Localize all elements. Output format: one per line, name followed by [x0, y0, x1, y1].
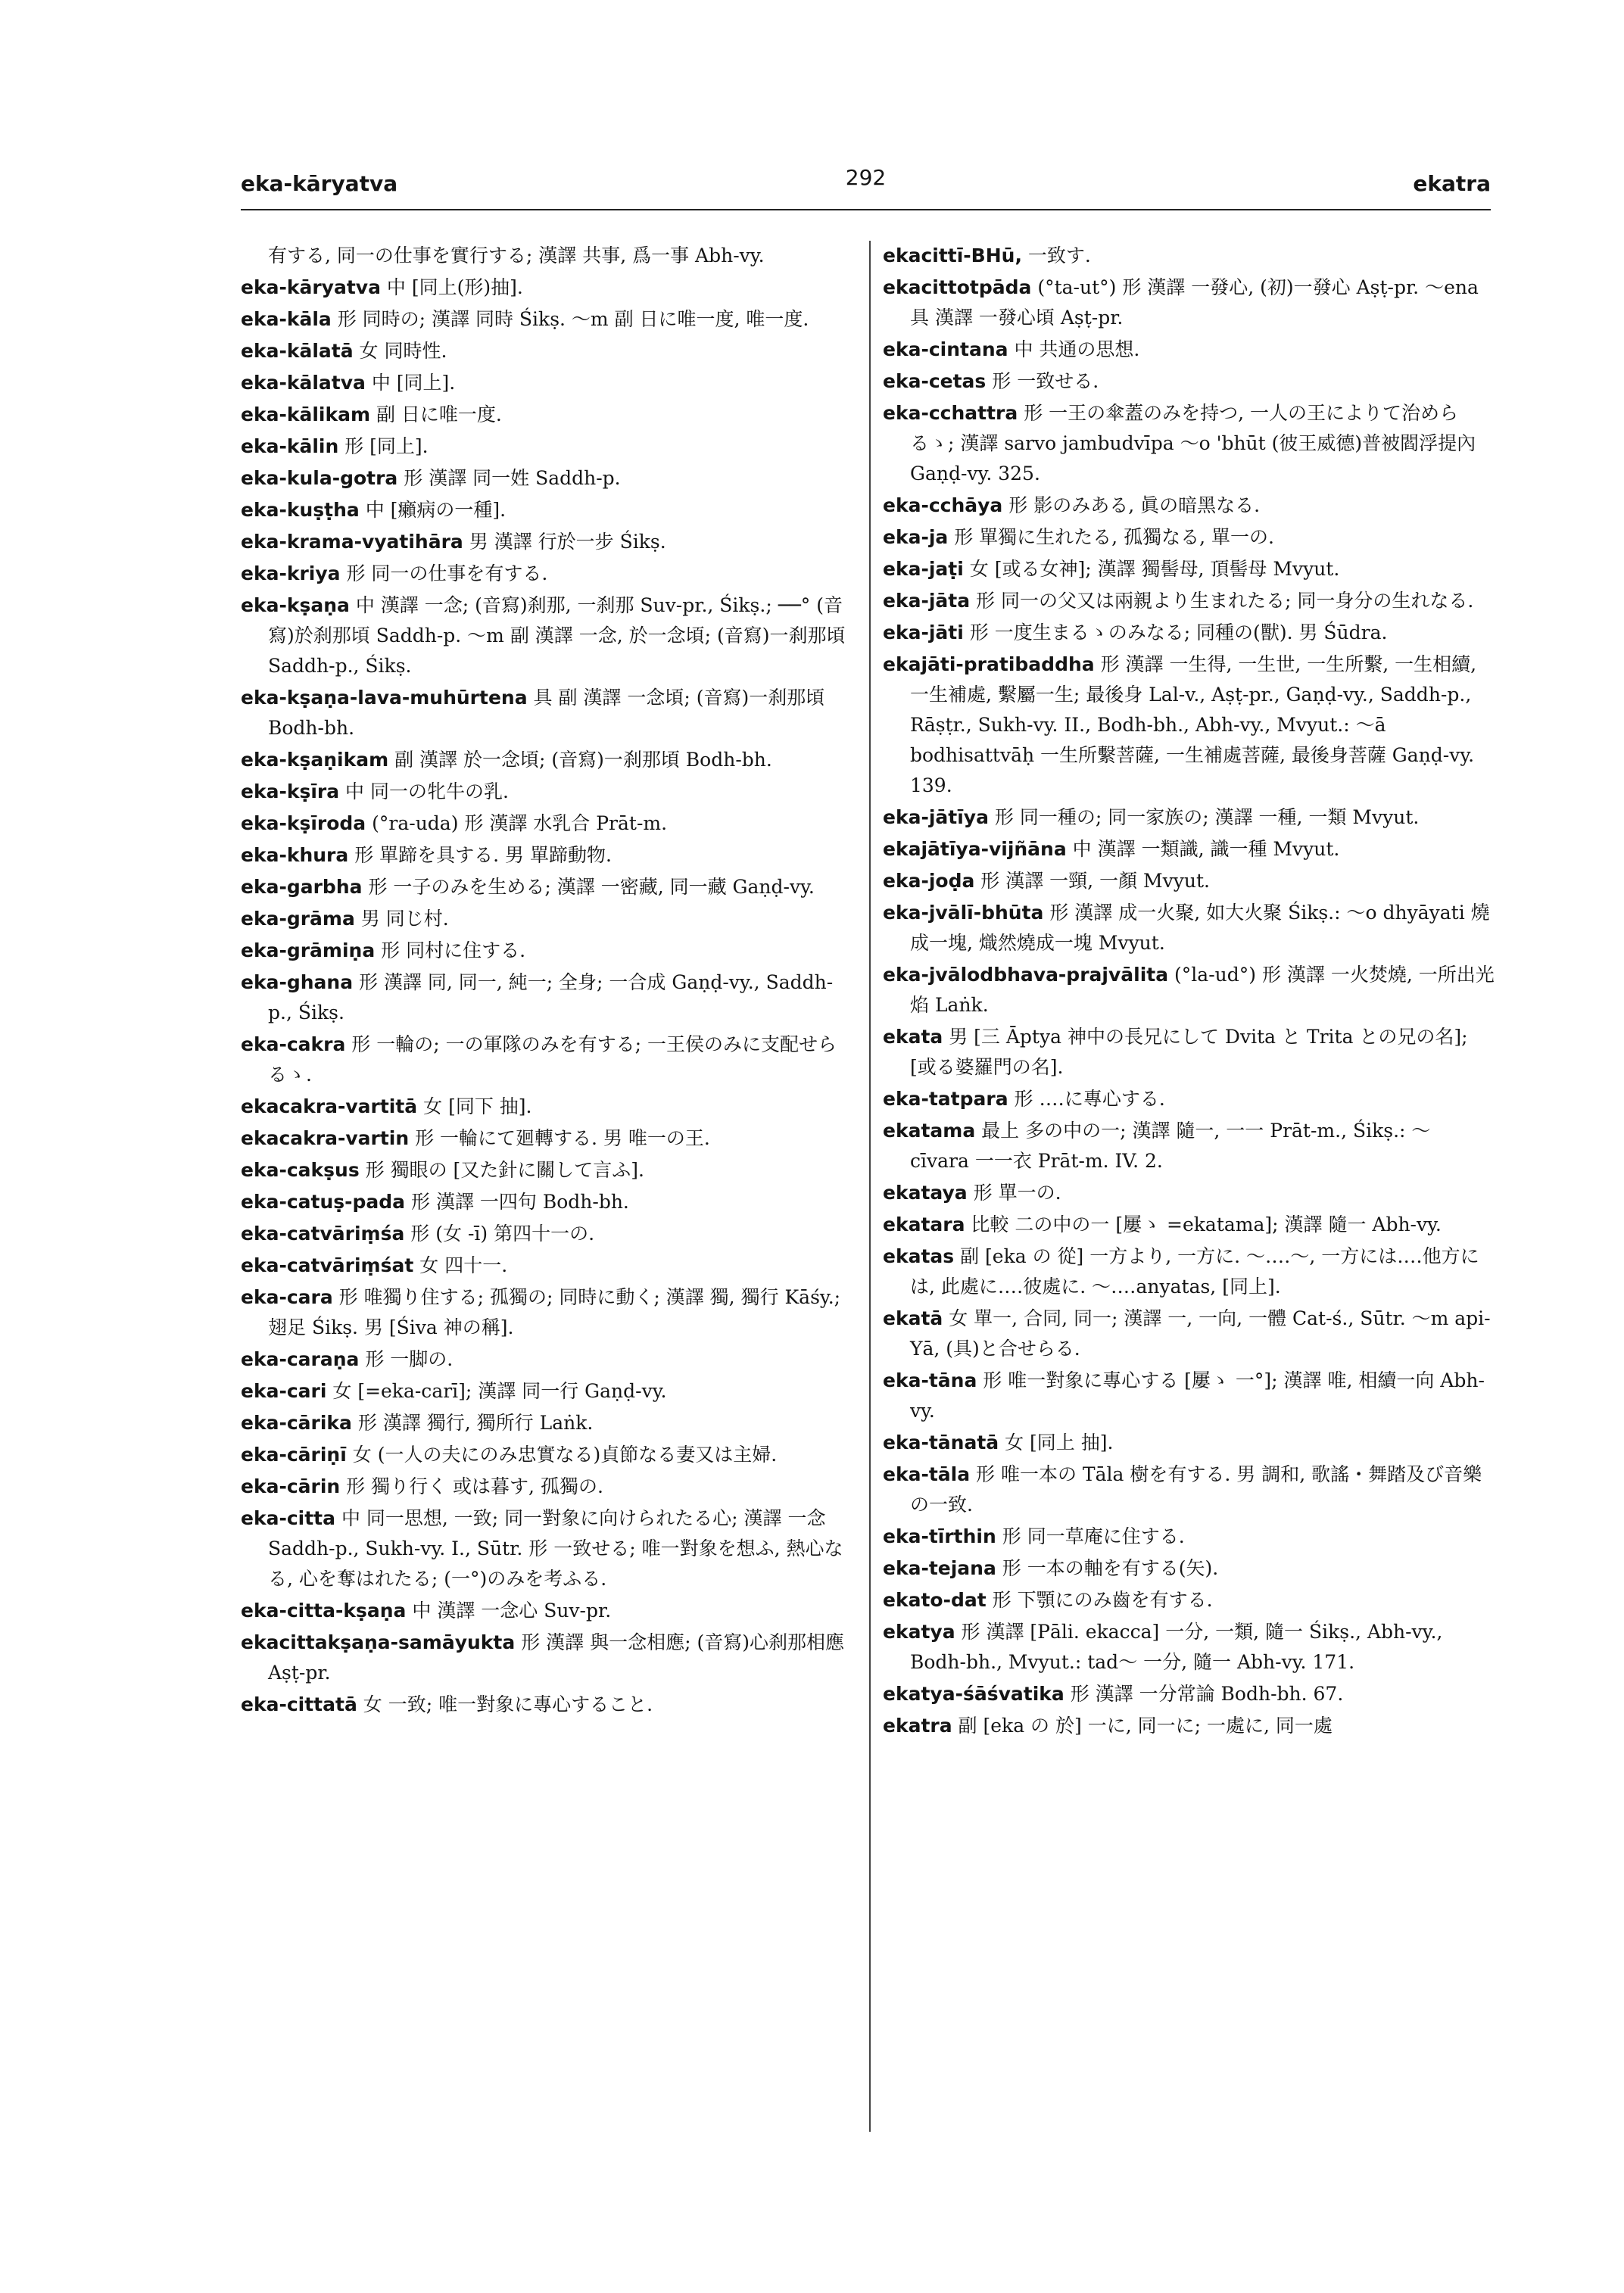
- dictionary-entry: [883, 273, 1495, 333]
- entry-headword: ekatas: [883, 1245, 955, 1267]
- dictionary-entry: [241, 1690, 853, 1720]
- entry-headword: eka-jāti: [883, 622, 964, 643]
- entry-definition: 中 漢譯 一類識, 識一種 Mvyut.: [1066, 838, 1340, 860]
- entry-headword: eka-kāryatva: [241, 276, 381, 298]
- entry-definition: 具 副 漢譯 一念頃; (音寫)一刹那頃 Bodh-bh.: [268, 687, 825, 739]
- dictionary-entry: [883, 1428, 1495, 1458]
- dictionary-entry: [883, 898, 1495, 958]
- dictionary-entry: [241, 1408, 853, 1438]
- dictionary-entry: [241, 1123, 853, 1154]
- left-column: [241, 241, 853, 1721]
- entry-headword: eka-cchattra: [883, 402, 1018, 424]
- dictionary-entry: [883, 866, 1495, 896]
- entry-headword: eka-kṣaṇa: [241, 594, 350, 616]
- entry-definition: 形 單獨に生れたる, 孤獨なる, 單一の.: [948, 526, 1274, 548]
- dictionary-entry: [883, 1553, 1495, 1584]
- entry-definition: 形 漢譯 一四句 Bodh-bh.: [405, 1191, 629, 1213]
- entry-definition: 形 漢譯 與一念相應; (音寫)心刹那相應 Aṣṭ-pr.: [268, 1631, 844, 1684]
- entry-headword: eka-catuṣ-pada: [241, 1191, 406, 1213]
- dictionary-entry: [883, 1084, 1495, 1114]
- entry-headword: eka-ja: [883, 526, 949, 548]
- dictionary-entry: [883, 554, 1495, 584]
- entry-definition: 形 同一の父又は兩親より生まれたる; 同一身分の生れなる.: [970, 590, 1474, 612]
- dictionary-entry: [241, 1092, 853, 1122]
- dictionary-entry: [241, 1219, 853, 1249]
- entry-definition: 形 一輪にて廻轉する. 男 唯一の王.: [409, 1127, 710, 1149]
- entry-headword: eka-jātīya: [883, 806, 989, 828]
- entry-definition: 女 (一人の夫にのみ忠實なる)貞節なる妻又は主婦.: [346, 1444, 778, 1466]
- entry-headword: eka-kriya: [241, 562, 341, 584]
- entry-headword: eka-kālatva: [241, 372, 366, 394]
- dictionary-entry: [241, 463, 853, 494]
- entry-definition: 形 影のみある, 眞の暗黑なる.: [1002, 494, 1261, 516]
- entry-headword: eka-grāma: [241, 908, 355, 930]
- entry-definition: (°ra-uda) 形 漢譯 水乳合 Prāt-m.: [366, 812, 668, 834]
- entry-definition: (°ta-ut°) 形 漢譯 一發心, (初)一發心 Aṣṭ-pr. ～ena 具 漢譯 一發心頃 Aṣṭ-pr.: [910, 276, 1479, 329]
- dictionary-entry: [883, 241, 1495, 271]
- entry-definition: 有する, 同一の仕事を實行する; 漢譯 共事, 爲一事 Abh-vy.: [268, 245, 765, 266]
- entry-headword: eka-tīrthin: [883, 1525, 996, 1547]
- entry-headword: eka-tāna: [883, 1369, 977, 1391]
- entry-headword: ekatama: [883, 1120, 976, 1142]
- entry-definition: 女 [同上 抽].: [999, 1432, 1114, 1453]
- dictionary-entry: [241, 745, 853, 775]
- dictionary-entry: [241, 527, 853, 557]
- entry-definition: 女 單一, 合同, 同一; 漢譯 一, 一向, 一體 Cat-ś., Sūtr. ～m api-Yā, (具)と合せらる.: [910, 1307, 1491, 1360]
- entry-headword: eka-cakṣus: [241, 1159, 360, 1181]
- dictionary-entry: [883, 1711, 1495, 1741]
- dictionary-entry: [241, 1596, 853, 1626]
- entry-definition: 中 漢譯 一念; (音寫)刹那, 一刹那 Suv-pr., Śikṣ.; ──° (音寫)於刹那頃 Saddh-p. ～m 副 漢譯 一念, 於一念頃; (音寫)一刹那頃 Saddh-p., Śikṣ.: [268, 594, 846, 677]
- dictionary-entry: [241, 840, 853, 871]
- entry-definition: 男 漢譯 行於一步 Śikṣ.: [463, 531, 666, 553]
- entry-headword: eka-cchāya: [883, 494, 1003, 516]
- entry-headword: eka-jvālī-bhūta: [883, 902, 1044, 924]
- entry-definition: 最上 多の中の一; 漢譯 隨一, 一一 Prāt-m., Śikṣ.: ～ cīvara 一一衣 Prāt-m. IV. 2.: [910, 1120, 1431, 1172]
- dictionary-entry: [241, 273, 853, 303]
- entry-headword: eka-tatpara: [883, 1088, 1008, 1110]
- entry-headword: eka-kula-gotra: [241, 467, 398, 489]
- entry-headword: ekacittī-BHū,: [883, 245, 1022, 266]
- entry-headword: eka-cāriṇī: [241, 1444, 347, 1466]
- dictionary-entry: [241, 1251, 853, 1281]
- dictionary-entry: [241, 559, 853, 589]
- entry-definition: 中 [同上].: [365, 372, 456, 394]
- entry-headword: eka-joḍa: [883, 870, 975, 892]
- entry-definition: 形 漢譯 [Pāli. ekacca] 一分, 一類, 隨一 Śikṣ., Abh-vy., Bodh-bh., Mvyut.: tad～ 一分, 隨一 Abh-vy. 171.: [910, 1621, 1443, 1673]
- entry-headword: eka-cārin: [241, 1475, 341, 1497]
- entry-definition: (°la-ud°) 形 漢譯 一火焚燒, 一所出光焰 Laṅk.: [910, 964, 1495, 1016]
- entry-definition: 形 一王の傘蓋のみを持つ, 一人の王によりて治めらるゝ; 漢譯 sarvo jambudvīpa ～o 'bhūt (彼王威德)普被閻浮提內 Gaṇḍ-vy. 325.: [910, 402, 1476, 484]
- entry-definition: 形 漢譯 成一火聚, 如大火聚 Śikṣ.: ～o dhyāyati 燒成一塊, 熾然燒成一塊 Mvyut.: [910, 902, 1490, 954]
- entry-definition: 形 漢譯 一生得, 一生世, 一生所繫, 一生相續, 一生補處, 繫屬一生; 最後身 Lal-v., Aṣṭ-pr., Gaṇḍ-vy., Saddh-p., Rāṣṭr., Sukh-vy. II., Bodh-bh., Abh-vy., Mvyut.: ～ā bodhisattvāḥ 一生所繫菩薩, 一生補處菩薩, 最後身菩薩 Gaṇḍ-vy. 139.: [910, 653, 1477, 796]
- entry-definition: 形 一脚の.: [359, 1348, 454, 1370]
- entry-headword: eka-ghana: [241, 971, 354, 993]
- dictionary-entry: [883, 1210, 1495, 1240]
- dictionary-entry: [241, 1440, 853, 1470]
- entry-headword: eka-jaṭi: [883, 558, 964, 580]
- entry-definition: 形 同一草庵に住する.: [996, 1525, 1185, 1547]
- entry-definition: 副 漢譯 於一念頃; (音寫)一刹那頃 Bodh-bh.: [388, 749, 772, 771]
- entry-definition: 女 同時性.: [353, 340, 447, 362]
- dictionary-entry: [883, 1022, 1495, 1083]
- entry-definition: 形 單一の.: [967, 1182, 1061, 1204]
- dictionary-entry: [241, 304, 853, 335]
- entry-headword: eka-cakra: [241, 1033, 346, 1055]
- entry-headword: ekajāti-pratibaddha: [883, 653, 1095, 675]
- entry-headword: eka-citta: [241, 1507, 335, 1529]
- entry-headword: ekatā: [883, 1307, 943, 1329]
- dictionary-entry: [241, 590, 853, 681]
- dictionary-entry: [241, 1628, 853, 1688]
- entry-definition: 形 一子のみを生める; 漢譯 一密藏, 同一藏 Gaṇḍ-vy.: [362, 876, 815, 898]
- entry-definition: 形 同一の仕事を有する.: [340, 562, 548, 584]
- dictionary-entry: [883, 618, 1495, 648]
- entry-definition: 中 同一の牝牛の乳.: [339, 780, 509, 802]
- entry-headword: eka-cārika: [241, 1412, 352, 1434]
- entry-headword: ekataya: [883, 1182, 968, 1204]
- entry-definition: 男 [三 Āptya 神中の長兄にして Dvita と Trita との兄の名]; [或る婆羅門の名].: [910, 1026, 1468, 1078]
- dictionary-entry: [883, 1522, 1495, 1552]
- page-number: 292: [845, 165, 887, 190]
- entry-definition: 男 同じ村.: [354, 908, 449, 930]
- entry-definition: 形 下顎にのみ齒を有する.: [986, 1589, 1213, 1611]
- entry-headword: eka-jāta: [883, 590, 971, 612]
- dictionary-entry: [883, 586, 1495, 616]
- dictionary-entry: [883, 650, 1495, 801]
- entry-definition: 形 漢譯 同, 同一, 純一; 全身; 一合成 Gaṇḍ-vy., Saddh-p., Śikṣ.: [268, 971, 834, 1023]
- entry-definition: 女 [同下 抽].: [417, 1095, 532, 1117]
- entry-definition: 形 一輪の; 一の軍隊のみを有する; 一王侯のみに支配せらるゝ.: [268, 1033, 837, 1086]
- dictionary-entry: [883, 1585, 1495, 1615]
- dictionary-entry: [241, 495, 853, 525]
- dictionary-entry: [241, 1472, 853, 1502]
- entry-headword: eka-kṣīroda: [241, 812, 366, 834]
- entry-definition: 中 [癩病の一種].: [359, 499, 507, 521]
- entry-definition: 女 四十一.: [413, 1254, 508, 1276]
- entry-headword: eka-kāla: [241, 308, 332, 330]
- entry-headword: eka-kuṣṭha: [241, 499, 360, 521]
- entry-headword: eka-kālikam: [241, 403, 371, 425]
- entry-headword: ekatya-śāśvatika: [883, 1683, 1064, 1705]
- dictionary-entry: [241, 1187, 853, 1217]
- entry-definition: 形 漢譯 一頸, 一顏 Mvyut.: [974, 870, 1210, 892]
- entry-headword: ekacittakṣaṇa-samāyukta: [241, 1631, 516, 1653]
- dictionary-entry: [241, 1376, 853, 1407]
- entry-definition: 形 獨眼の [又た針に關して言ふ].: [359, 1159, 644, 1181]
- entry-headword: ekacittotpāda: [883, 276, 1032, 298]
- dictionary-entry: [241, 904, 853, 934]
- entry-headword: ekatara: [883, 1213, 965, 1235]
- entry-headword: ekacakra-vartin: [241, 1127, 410, 1149]
- dictionary-entry: [883, 1617, 1495, 1678]
- entry-headword: eka-caraṇa: [241, 1348, 360, 1370]
- entry-definition: 副 [eka の 從] 一方より, 一方に. ～‥‥～, 一方には‥‥他方には, 此處に‥‥彼處に. ～‥‥anyatas, [同上].: [910, 1245, 1479, 1298]
- dictionary-entry: [883, 960, 1495, 1020]
- dictionary-entry: [883, 1679, 1495, 1709]
- entry-headword: eka-tāla: [883, 1463, 971, 1485]
- dictionary-entry: [241, 431, 853, 462]
- dictionary-entry: [241, 1030, 853, 1090]
- header-rule: [241, 209, 1491, 210]
- entry-definition: 形 一度生まるゝのみなる; 同種の(獸). 男 Śūdra.: [963, 622, 1388, 643]
- entry-headword: eka-citta-kṣaṇa: [241, 1600, 407, 1622]
- header-first-word: eka-kāryatva: [241, 171, 398, 196]
- dictionary-entry: [241, 872, 853, 902]
- dictionary-entry: [241, 808, 853, 839]
- dictionary-entry: [883, 802, 1495, 833]
- entry-definition: 形 獨り行く 或は暮す, 孤獨の.: [340, 1475, 603, 1497]
- entry-definition: 形 一本の軸を有する(矢).: [996, 1557, 1219, 1579]
- entry-headword: eka-tejana: [883, 1557, 996, 1579]
- dictionary-entry: [883, 1178, 1495, 1208]
- dictionary-entry: [241, 777, 853, 807]
- entry-definition: 形 漢譯 同一姓 Saddh-p.: [397, 467, 621, 489]
- entry-headword: ekato-dat: [883, 1589, 987, 1611]
- dictionary-entry: [883, 834, 1495, 865]
- entry-definition: 形 漢譯 獨行, 獨所行 Laṅk.: [351, 1412, 594, 1434]
- entry-headword: ekacakra-vartitā: [241, 1095, 418, 1117]
- entry-headword: eka-krama-vyatihāra: [241, 531, 463, 553]
- dictionary-entry: [241, 1344, 853, 1375]
- entry-headword: eka-cittatā: [241, 1693, 357, 1715]
- entry-definition: 女 [或る女神]; 漢譯 獨髻母, 頂髻母 Mvyut.: [963, 558, 1340, 580]
- dictionary-entry: [241, 1282, 853, 1343]
- entry-headword: eka-garbha: [241, 876, 363, 898]
- entry-definition: 形 ‥‥に專心する.: [1008, 1088, 1165, 1110]
- entry-definition: 形 [同上].: [338, 435, 429, 457]
- dictionary-entry: [883, 1116, 1495, 1176]
- entry-headword: ekatya: [883, 1621, 955, 1643]
- entry-definition: 形 (女 -ī) 第四十一の.: [404, 1223, 595, 1245]
- dictionary-entry: [241, 368, 853, 398]
- entry-definition: 比較 二の中の一 [屢ゝ =ekatama]; 漢譯 隨一 Abh-vy.: [965, 1213, 1442, 1235]
- entry-definition: 形 同時の; 漢譯 同時 Śikṣ. ～m 副 日に唯一度, 唯一度.: [331, 308, 809, 330]
- entry-headword: eka-catvāriṃśat: [241, 1254, 414, 1276]
- running-header: [241, 165, 1491, 207]
- entry-headword: eka-cara: [241, 1286, 333, 1308]
- entry-headword: eka-cetas: [883, 370, 987, 392]
- entry-definition: 副 [eka の 於] 一に, 同一に; 一處に, 同一處: [952, 1715, 1333, 1737]
- entry-headword: eka-grāmiṇa: [241, 939, 376, 961]
- right-column: [883, 241, 1495, 1743]
- dictionary-entry: [241, 936, 853, 966]
- entry-definition: 形 唯一本の Tāla 樹を有する. 男 調和, 歌謠・舞踏及び音樂の一致.: [910, 1463, 1482, 1516]
- entry-headword: ekata: [883, 1026, 943, 1048]
- entry-headword: eka-tānatā: [883, 1432, 999, 1453]
- dictionary-entry: [883, 1366, 1495, 1426]
- dictionary-entry: [241, 241, 853, 271]
- dictionary-entry: [883, 1460, 1495, 1520]
- entry-definition: 副 日に唯一度.: [370, 403, 502, 425]
- entry-definition: 形 唯一對象に專心する [屢ゝ 一°]; 漢譯 唯, 相續一向 Abh-vy.: [910, 1369, 1485, 1422]
- dictionary-entry: [883, 491, 1495, 521]
- dictionary-entry: [883, 398, 1495, 489]
- entry-headword: eka-kālin: [241, 435, 339, 457]
- entry-definition: 中 共通の思想.: [1008, 338, 1140, 360]
- entry-headword: ekajātīya-vijñāna: [883, 838, 1067, 860]
- dictionary-entry: [883, 522, 1495, 553]
- entry-headword: eka-khura: [241, 844, 349, 866]
- entry-definition: 中 漢譯 一念心 Suv-pr.: [406, 1600, 612, 1622]
- dictionary-entry: [241, 683, 853, 743]
- entry-headword: ekatra: [883, 1715, 952, 1737]
- dictionary-entry: [241, 400, 853, 430]
- entry-definition: 形 漢譯 一分常論 Bodh-bh. 67.: [1064, 1683, 1344, 1705]
- entry-headword: eka-kṣīra: [241, 780, 340, 802]
- dictionary-entry: [883, 335, 1495, 365]
- entry-definition: 形 單蹄を具する. 男 單蹄動物.: [348, 844, 612, 866]
- dictionary-entry: [241, 1155, 853, 1185]
- dictionary-entry: [241, 336, 853, 366]
- dictionary-entry: [883, 1304, 1495, 1364]
- dictionary-entry: [883, 366, 1495, 397]
- entry-definition: 形 唯獨り住する; 孤獨の; 同時に動く; 漢譯 獨, 獨行 Kāśy.; 翅足 Śikṣ. 男 [Śiva 神の稱].: [268, 1286, 841, 1338]
- entry-headword: eka-cintana: [883, 338, 1008, 360]
- entry-headword: eka-cari: [241, 1380, 327, 1402]
- entry-headword: eka-kṣaṇa-lava-muhūrtena: [241, 687, 528, 709]
- entry-definition: 一致す.: [1021, 245, 1091, 266]
- entry-definition: 形 同一種の; 同一家族の; 漢譯 一種, 一類 Mvyut.: [988, 806, 1420, 828]
- dictionary-entry: [241, 967, 853, 1028]
- entry-definition: 女 [=eka-carī]; 漢譯 同一行 Gaṇḍ-vy.: [326, 1380, 667, 1402]
- column-divider: [869, 241, 871, 2132]
- entry-headword: eka-catvāriṃśa: [241, 1223, 405, 1245]
- dictionary-entry: [883, 1242, 1495, 1302]
- entry-definition: 中 [同上(形)抽].: [380, 276, 523, 298]
- entry-headword: eka-kṣaṇikam: [241, 749, 389, 771]
- entry-definition: 女 一致; 唯一對象に專心すること.: [357, 1693, 653, 1715]
- dictionary-entry: [241, 1503, 853, 1594]
- entry-definition: 中 同一思想, 一致; 同一對象に向けられたる心; 漢譯 一念 Saddh-p., Sukh-vy. I., Sūtr. 形 一致せる; 唯一對象を想ふ, 熱心なる, 心を奪はれたる; (一°)のみを考ふる.: [268, 1507, 843, 1590]
- header-last-word: ekatra: [1413, 171, 1491, 196]
- entry-definition: 形 一致せる.: [986, 370, 1099, 392]
- entry-definition: 形 同村に住する.: [375, 939, 526, 961]
- entry-headword: eka-jvālodbhava-prajvālita: [883, 964, 1169, 986]
- entry-headword: eka-kālatā: [241, 340, 354, 362]
